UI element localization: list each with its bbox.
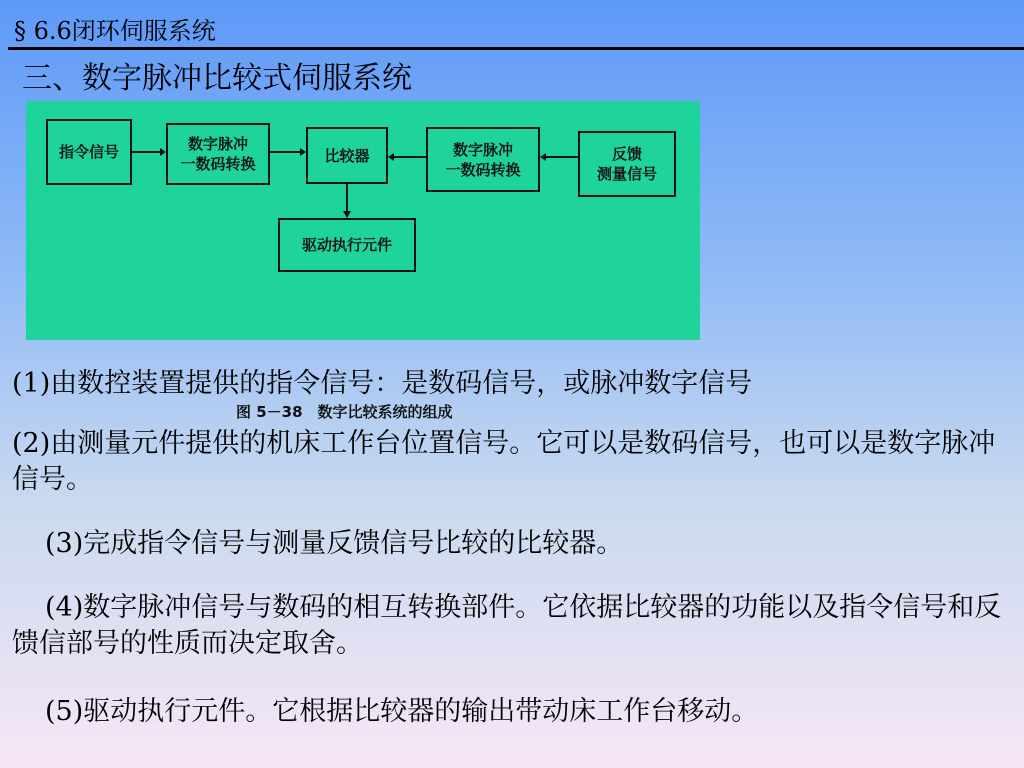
- section-tag: § 6.6闭环伺服系统: [14, 17, 216, 45]
- arrowhead-comparator-right: [388, 153, 394, 161]
- paragraph-2: (2)由测量元件提供的机床工作台位置信号。它可以是数码信号，也可以是数字脉冲信号。: [12, 428, 996, 495]
- box-pulse-code-converter-1: 数字脉冲 一数码转换: [166, 123, 270, 185]
- box-pulse-code-converter-2: 数字脉冲 一数码转换: [426, 127, 540, 192]
- paragraph-1: (1)由数控装置提供的指令信号：是数码信号，或脉冲数字信号: [12, 368, 753, 399]
- figure-caption: 图 5－38 数字比较系统的组成: [236, 403, 453, 421]
- header-divider: [8, 47, 1024, 50]
- box-feedback-measurement-signal: 反馈 测量信号: [578, 131, 676, 197]
- box-command-signal: 指令信号: [46, 119, 132, 185]
- arrowhead-conv2: [540, 153, 546, 161]
- paragraph-5: (5)驱动执行元件。它根据比较器的输出带动床工作台移动。: [45, 696, 759, 727]
- slide-heading: 三、数字脉冲比较式伺服系统: [22, 61, 412, 96]
- paragraph-3: (3)完成指令信号与测量反馈信号比较的比较器。: [45, 528, 624, 559]
- arrowhead-driver: [343, 211, 351, 218]
- box-comparator: 比较器: [306, 127, 388, 184]
- box-drive-actuator: 驱动执行元件: [278, 218, 416, 272]
- paragraph-4: (4)数字脉冲信号与数码的相互转换部件。它依据比较器的功能以及指令信号和反馈信部号的性质而决定取舍。: [12, 592, 1002, 659]
